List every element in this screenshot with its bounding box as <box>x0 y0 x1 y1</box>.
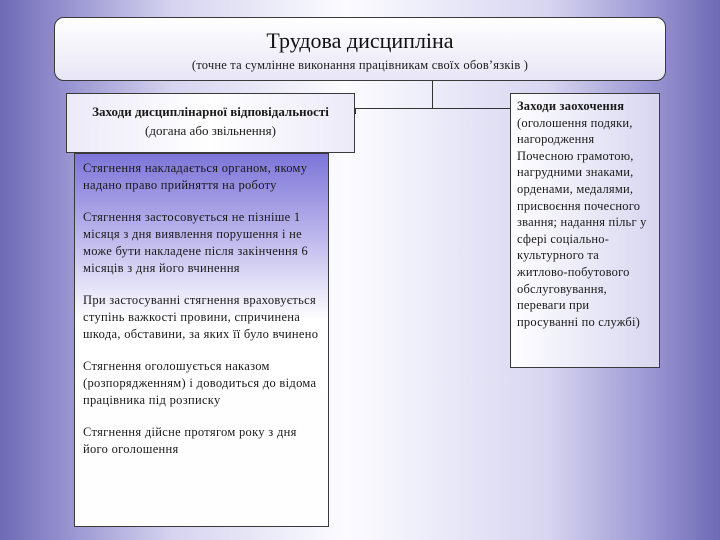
connector-horizontal <box>355 108 510 109</box>
page-subtitle: (точне та сумлінне виконання працівникам своїх обов’язків ) <box>191 58 529 72</box>
title-box <box>54 17 666 81</box>
disciplinary-measures-subtitle: (догана або звільнення) <box>145 123 276 138</box>
incentive-measures-text: (оголошення подяки, нагородження Почесною грамотою, нагрудними знаками, орденами, медалями, присвоєння почесного звання; надання пільг у сфері соціально-культурного та житлово-побутового обслуговування, переваги при просуванні по службі) <box>517 115 647 329</box>
page-title: Трудова дисципліна <box>266 28 454 53</box>
list-item: При застосуванні стягнення враховується ступінь важкості провини, спричинена шкода, обставини, за яких її було вчинено <box>83 293 319 341</box>
incentive-measures-title: Заходи заохочення <box>517 99 625 113</box>
disciplinary-measures-title: Заходи дисциплінарної відповідальності <box>92 104 329 119</box>
connector-vertical <box>432 81 433 108</box>
incentive-measures-box <box>510 93 660 368</box>
decorative-dots: - - - - - - - <box>59 18 150 29</box>
list-item: Стягнення застосовується не пізніше 1 місяця з дня виявлення порушення і не може бути накладене після закінчення 6 місяців з дня його вчинення <box>83 210 309 275</box>
list-item: Стягнення оголошується наказом (розпорядженням) і доводиться до відома працівника під розписку <box>83 359 317 407</box>
disciplinary-rules-list <box>74 153 329 527</box>
connector-left-stub <box>355 108 356 114</box>
disciplinary-measures-box <box>66 93 355 153</box>
list-item: Стягнення накладається органом, якому надано право прийняття на роботу <box>83 161 308 192</box>
list-item: Стягнення дійсне протягом року з дня його оголошення <box>83 425 297 456</box>
